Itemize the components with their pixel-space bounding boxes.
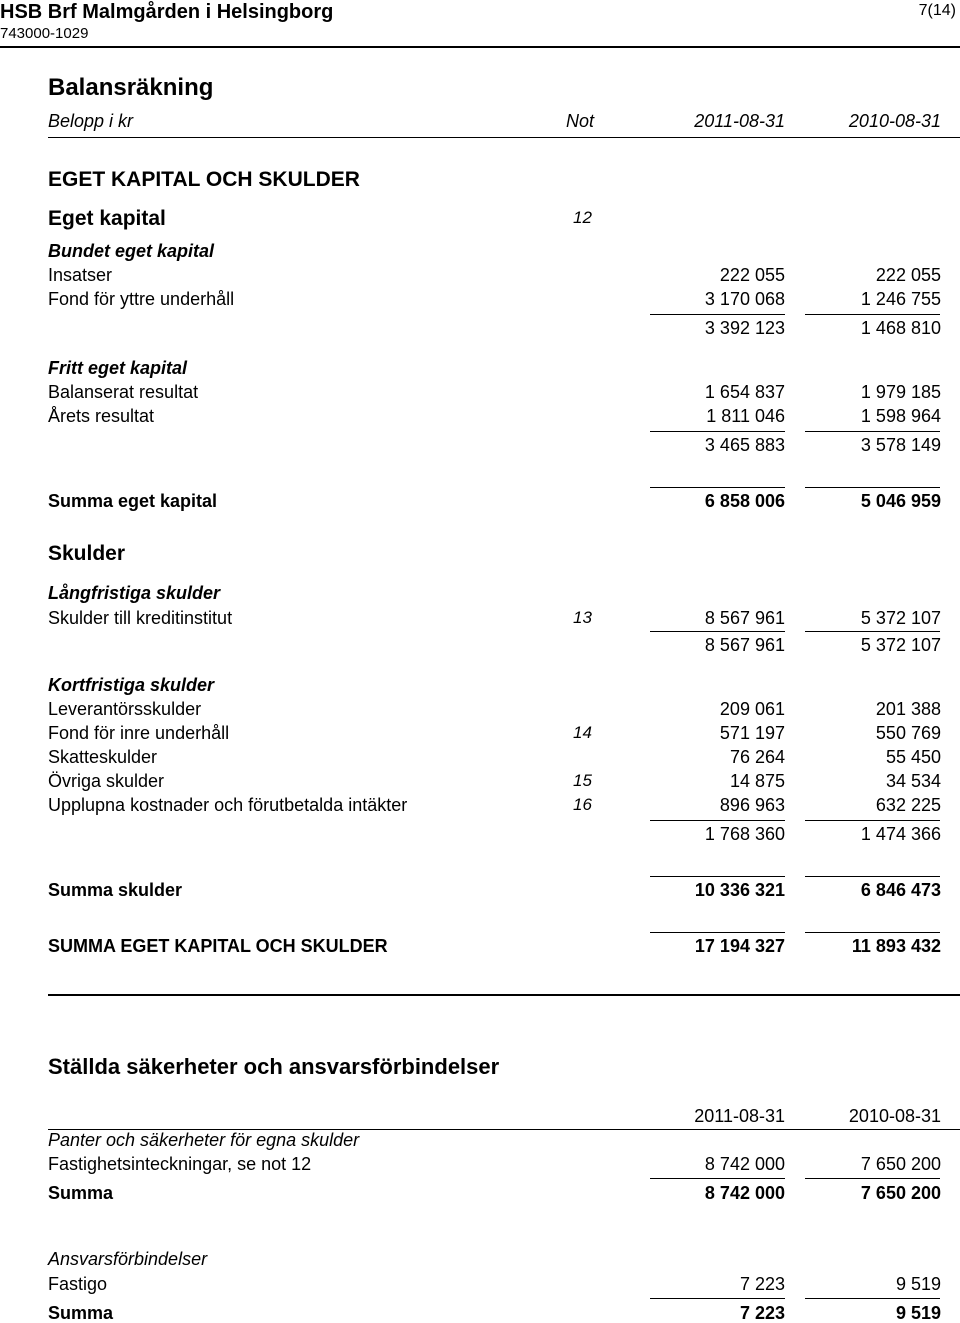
total-line (650, 932, 785, 933)
total-label: Summa eget kapital (48, 491, 218, 511)
sum-y1: 8 742 000 (704, 1183, 785, 1203)
note-ref: 16 (573, 795, 592, 814)
row-value-y2: 9 519 (895, 1274, 941, 1294)
col-header-y1: 2011-08-31 (694, 111, 785, 131)
row-value-y1: 76 264 (729, 747, 785, 767)
total-label: Summa skulder (48, 880, 183, 900)
total-y1: 10 336 321 (694, 880, 785, 900)
note-ref: 15 (573, 771, 592, 790)
row-value-y2: 5 372 107 (860, 608, 941, 628)
sak-col-y2: 2010-08-31 (848, 1106, 941, 1126)
sum-line (805, 314, 940, 315)
grand-total-y1: 17 194 327 (694, 936, 785, 956)
sum-line (805, 820, 940, 821)
row-value-y1: 1 654 837 (704, 382, 785, 402)
grand-total-y2: 11 893 432 (851, 936, 941, 956)
note-ref: 14 (573, 723, 592, 742)
row-label: Fond för yttre underhåll (48, 289, 235, 309)
subtotal-y2: 1 468 810 (860, 318, 941, 338)
section-title: EGET KAPITAL OCH SKULDER (48, 168, 360, 191)
sum-line (650, 1178, 785, 1179)
company-name: HSB Brf Malmgården i Helsingborg (0, 1, 334, 23)
subtotal-y1: 3 392 123 (704, 318, 785, 338)
row-label: Fastighetsinteckningar, se not 12 (48, 1154, 312, 1174)
sak-col-y1: 2011-08-31 (694, 1106, 785, 1126)
sum-line (805, 1178, 940, 1179)
col-header-y2: 2010-08-31 (848, 111, 941, 131)
total-y2: 6 846 473 (860, 880, 941, 900)
row-label: Insatser (48, 265, 113, 285)
row-value-y2: 34 534 (885, 771, 941, 791)
row-value-y2: 1 979 185 (860, 382, 941, 402)
row-value-y2: 201 388 (875, 699, 941, 719)
page-title: Balansräkning (48, 74, 214, 101)
sum-line (650, 431, 785, 432)
subtotal-y2: 5 372 107 (860, 635, 941, 655)
subsection-heading: Långfristiga skulder (48, 583, 221, 603)
sum-line (650, 820, 785, 821)
page-number: 7(14) (918, 2, 956, 19)
total-line (805, 876, 940, 877)
row-value-y1: 3 170 068 (704, 289, 785, 309)
row-label: Årets resultat (48, 406, 155, 426)
subtotal-y1: 1 768 360 (704, 824, 785, 844)
column-header-divider (48, 137, 960, 138)
subtotal-y1: 3 465 883 (704, 435, 785, 455)
row-value-y2: 55 450 (885, 747, 941, 767)
row-value-y1: 571 197 (719, 723, 785, 743)
subsection-heading: Bundet eget kapital (48, 241, 215, 261)
total-line (650, 487, 785, 488)
row-value-y1: 7 223 (739, 1274, 785, 1294)
subsection-heading: Fritt eget kapital (48, 358, 188, 378)
row-label: Skulder till kreditinstitut (48, 608, 233, 628)
row-label: Övriga skulder (48, 771, 165, 791)
section-divider (48, 994, 960, 996)
row-value-y1: 222 055 (719, 265, 785, 285)
org-number: 743000-1029 (0, 25, 89, 42)
subtotal-y2: 1 474 366 (860, 824, 941, 844)
sum-label: Summa (48, 1183, 114, 1203)
eget-kapital-heading: Eget kapital (48, 207, 166, 230)
skulder-heading: Skulder (48, 542, 126, 565)
row-value-y2: 1 598 964 (860, 406, 941, 426)
subtotal-y1: 8 567 961 (704, 635, 785, 655)
row-value-y2: 222 055 (875, 265, 941, 285)
row-label: Upplupna kostnader och förutbetalda intäkter (48, 795, 408, 815)
subsection-heading: Kortfristiga skulder (48, 675, 215, 695)
subsection-heading: Ansvarsförbindelser (48, 1249, 208, 1269)
note-ref: 12 (573, 208, 592, 227)
sum-y2: 9 519 (895, 1303, 941, 1323)
total-y2: 5 046 959 (860, 491, 941, 511)
col-header-amount: Belopp i kr (48, 111, 134, 131)
total-line (650, 876, 785, 877)
row-value-y2: 550 769 (875, 723, 941, 743)
header-divider (0, 46, 960, 48)
row-label: Balanserat resultat (48, 382, 199, 402)
grand-total-label: SUMMA EGET KAPITAL OCH SKULDER (48, 936, 388, 956)
row-value-y1: 14 875 (729, 771, 785, 791)
sum-y1: 7 223 (739, 1303, 785, 1323)
subtotal-y2: 3 578 149 (860, 435, 941, 455)
row-value-y1: 209 061 (719, 699, 785, 719)
row-value-y1: 8 567 961 (704, 608, 785, 628)
sum-line (805, 1298, 940, 1299)
row-value-y1: 8 742 000 (704, 1154, 785, 1174)
sum-label: Summa (48, 1303, 114, 1323)
sum-line (805, 431, 940, 432)
row-value-y2: 632 225 (875, 795, 941, 815)
sum-y2: 7 650 200 (860, 1183, 941, 1203)
row-value-y1: 896 963 (719, 795, 785, 815)
row-label: Fastigo (48, 1274, 108, 1294)
total-y1: 6 858 006 (704, 491, 785, 511)
sum-line (650, 631, 785, 632)
row-label: Fond för inre underhåll (48, 723, 230, 743)
sum-line (650, 1298, 785, 1299)
note-ref: 13 (573, 608, 592, 627)
total-line (805, 932, 940, 933)
sum-line (805, 631, 940, 632)
row-value-y1: 1 811 046 (706, 406, 785, 426)
row-label: Skatteskulder (48, 747, 158, 767)
subsection-heading: Panter och säkerheter för egna skulder (48, 1130, 360, 1150)
row-label: Leverantörsskulder (48, 699, 202, 719)
row-value-y2: 1 246 755 (860, 289, 941, 309)
total-line (805, 487, 940, 488)
col-header-note: Not (566, 111, 595, 131)
sak-title: Ställda säkerheter och ansvarsförbindelser (48, 1054, 500, 1079)
row-value-y2: 7 650 200 (860, 1154, 941, 1174)
sum-line (650, 314, 785, 315)
